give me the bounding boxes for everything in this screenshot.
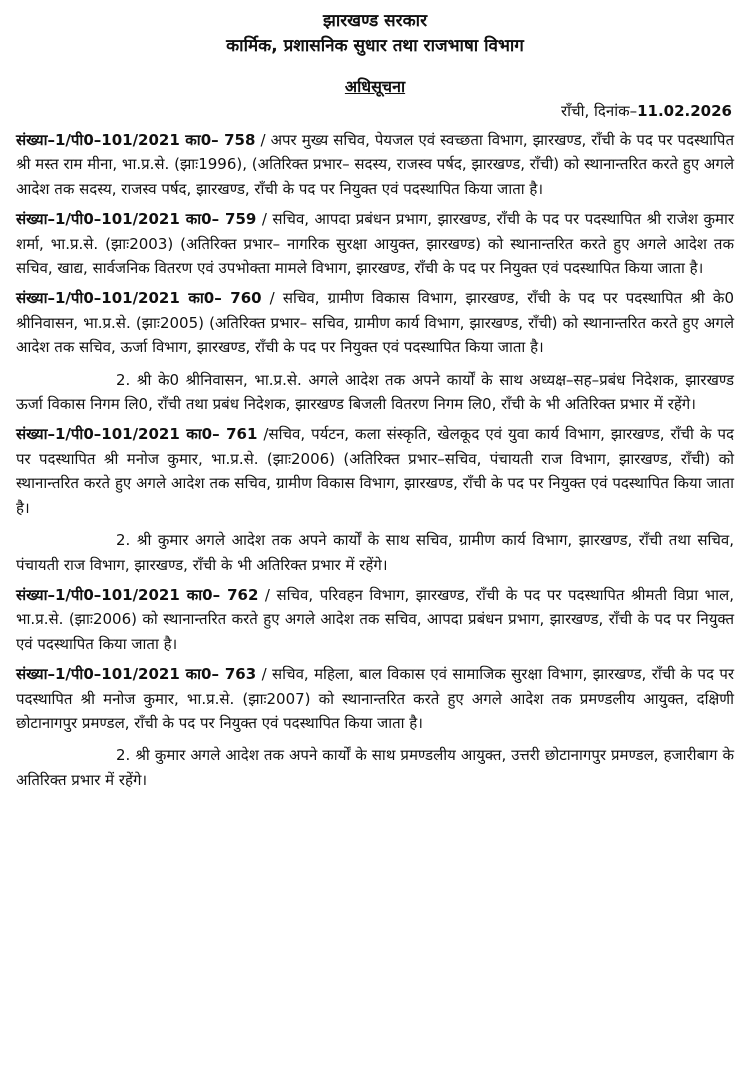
order-paragraph: [16, 286, 734, 359]
order-text: / अपर मुख्य सचिव, पेयजल एवं स्वच्छता विभाग, झारखण्ड, राँची के पद पर पदस्थापित श्री मस्त राम मीना, भा.प्र.से. (झाः1996), (अतिरिक्त प्रभार– सदस्य, राजस्व पर्षद, झारखण्ड, राँची) को स्थानान्तरित करते हुए अगले आदेश तक सदस्य, राजस्व पर्षद, झारखण्ड, राँची के पद पर नियुक्त एवं पदस्थापित किया जाता है।: [16, 131, 734, 198]
order-number: संख्या–1/पी0–101/2021 का0– 759: [16, 210, 257, 229]
document-header: [16, 8, 734, 98]
order-number: संख्या–1/पी0–101/2021 का0– 762: [16, 585, 259, 604]
order-paragraph: [16, 583, 734, 656]
order-number: संख्या–1/पी0–101/2021 का0– 760: [16, 289, 262, 308]
order-number: संख्या–1/पी0–101/2021 का0– 758: [16, 131, 256, 149]
order-paragraph: [16, 207, 734, 280]
place-date-line: [16, 100, 732, 122]
order-paragraph: [16, 662, 734, 735]
order-number: संख्या–1/पी0–101/2021 का0– 761: [16, 425, 258, 444]
government-name: झारखण्ड सरकार: [322, 11, 428, 31]
order-number: संख्या–1/पी0–101/2021 का0– 763: [16, 665, 257, 684]
order-text: / सचिव, आपदा प्रबंधन प्रभाग, झारखण्ड, राँची के पद पर पदस्थापित श्री राजेश कुमार शर्मा, भा.प्र.से. (झाः2003) (अतिरिक्त प्रभार– नागरिक सुरक्षा आयुक्त, झारखण्ड) को स्थानान्तरित करते हुए अगले आदेश तक सचिव, खाद्य, सार्वजनिक वितरण एवं उपभोक्ता मामले विभाग, झारखण्ड, राँची के पद पर नियुक्त एवं पदस्थापित किया जाता है।: [16, 210, 734, 278]
department-name: कार्मिक, प्रशासनिक सुधार तथा राजभाषा विभाग: [226, 36, 524, 56]
order-note: 2. श्री कुमार अगले आदेश तक अपने कार्यों के साथ प्रमण्डलीय आयुक्त, उत्तरी छोटानागपुर प्रमण्डल, हजारीबाग के अतिरिक्त प्रभार में रहेंगे।: [16, 746, 734, 789]
place-label: राँची, दिनांक–: [561, 102, 638, 120]
order-text: / सचिव, ग्रामीण विकास विभाग, झारखण्ड, राँची के पद पर पदस्थापित श्री के0 श्रीनिवासन, भा.प्र.से. (झाः2005) (अतिरिक्त प्रभार– सचिव, ग्रामीण कार्य विभाग, झारखण्ड, राँची) को स्थानान्तरित करते हुए अगले आदेश तक सचिव, ऊर्जा विभाग, झारखण्ड, राँची के पद पर नियुक्त एवं पदस्थापित किया जाता है।: [16, 289, 734, 357]
order-text: / सचिव, परिवहन विभाग, झारखण्ड, राँची के पद पर पदस्थापित श्रीमती विप्रा भाल, भा.प्र.से. (झाः2006) को स्थानान्तरित करते हुए अगले आदेश तक सचिव, आपदा प्रबंधन प्रभाग, झारखण्ड, राँची के पद पर नियुक्त एवं पदस्थापित किया जाता है।: [16, 585, 734, 653]
order-note: 2. श्री के0 श्रीनिवासन, भा.प्र.से. अगले आदेश तक अपने कार्यों के साथ अध्यक्ष–सह–प्रबंध निदेशक, झारखण्ड ऊर्जा विकास निगम लि0, राँची तथा प्रबंध निदेशक, झारखण्ड बिजली वितरण निगम लि0, राँची के भी अतिरिक्त प्रभार में रहेंगे।: [16, 370, 734, 414]
document-title: अधिसूचना: [344, 77, 406, 96]
order-note: 2. श्री कुमार अगले आदेश तक अपने कार्यों के साथ सचिव, ग्रामीण कार्य विभाग, झारखण्ड, राँची तथा सचिव, पंचायती राज विभाग, झारखण्ड, राँची के भी अतिरिक्त प्रभार में रहेंगे।: [16, 531, 734, 574]
order-text: /सचिव, पर्यटन, कला संस्कृति, खेलकूद एवं युवा कार्य विभाग, झारखण्ड, राँची के पद पर पदस्थापित श्री मनोज कुमार, भा.प्र.से. (झाः2006) (अतिरिक्त प्रभार–सचिव, पंचायती राज विभाग, झारखण्ड, राँची) को स्थानान्तरित करते हुए अगले आदेश तक सचिव, ग्रामीण विकास विभाग, झारखण्ड, राँची के पद पर नियुक्त एवं पदस्थापित किया जाता है।: [16, 425, 734, 517]
order-text: / सचिव, महिला, बाल विकास एवं सामाजिक सुरक्षा विभाग, झारखण्ड, राँची के पद पर पदस्थापित श्री मनोज कुमार, भा.प्र.से. (झाः2007) को स्थानान्तरित करते हुए अगले आदेश तक प्रमण्डलीय आयुक्त, दक्षिणी छोटानागपुर प्रमण्डल, राँची के पद पर नियुक्त एवं पदस्थापित किया जाता है।: [16, 665, 734, 732]
order-paragraph: [16, 128, 734, 201]
notification-date: 11.02.2026: [637, 102, 732, 120]
order-paragraph: [16, 422, 734, 520]
